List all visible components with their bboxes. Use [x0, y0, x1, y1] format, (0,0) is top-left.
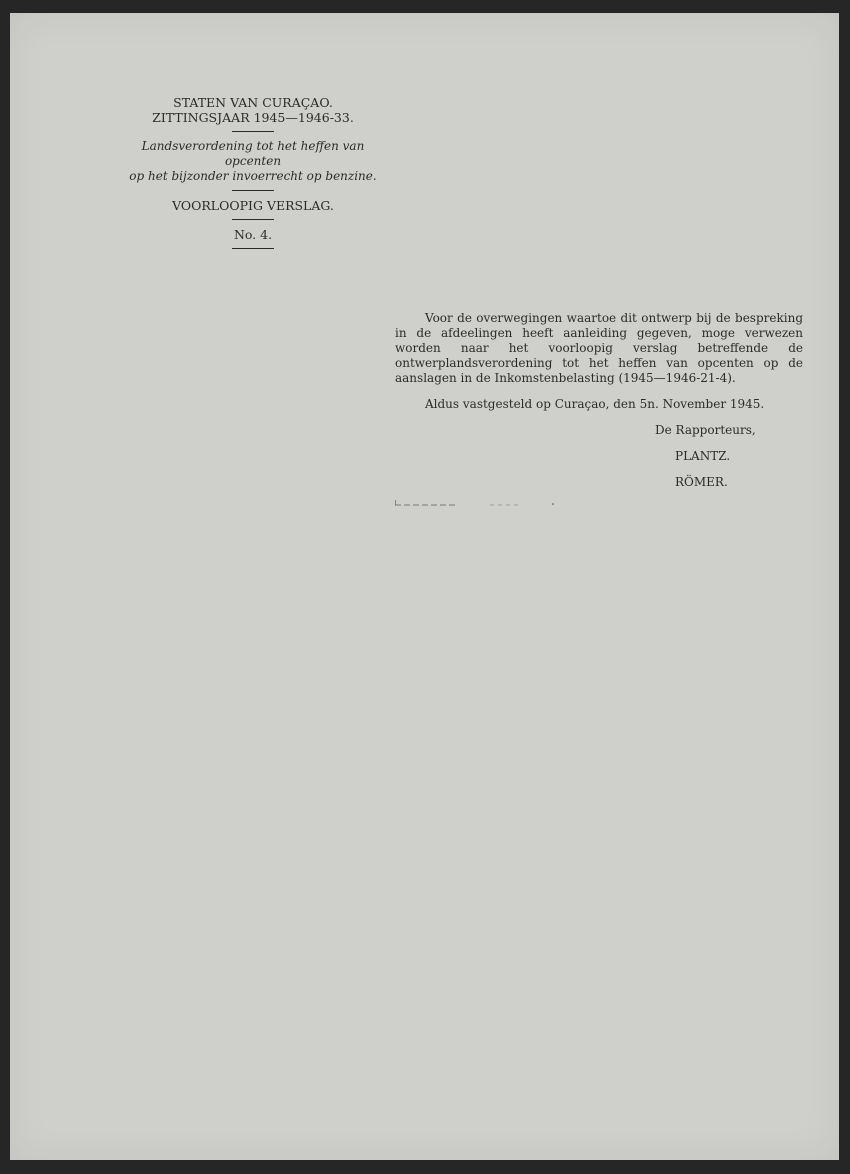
divider	[232, 248, 274, 249]
stray-ink-marks	[395, 500, 555, 506]
signatories-title: De Rapporteurs,	[655, 423, 756, 437]
signatory-name: RÖMER.	[675, 475, 728, 489]
divider	[232, 190, 274, 191]
report-type: VOORLOOPIG VERSLAG.	[172, 198, 334, 213]
document-heading	[128, 95, 378, 256]
subject-line-2: op het bijzonder invoerrecht op benzine.	[129, 169, 377, 183]
divider	[232, 219, 274, 220]
session-year: ZITTINGSJAAR 1945—1946-33.	[152, 110, 354, 125]
subject-line-1: Landsverordening tot het heffen van opcenten	[141, 139, 365, 168]
document-page	[10, 13, 839, 1160]
body-paragraph: Voor de overwegingen waartoe dit ontwerp bij de bespreking in de afdeelingen heeft aanleiding gegeven, moge verwezen worden naar het voorloopig verslag betreffende de ontwerplandsverordening tot het heffen van opcenten op de aanslagen in de Inkomstenbelasting (1945—1946-21-4).	[395, 311, 803, 385]
date-line: Aldus vastgesteld op Curaçao, den 5n. November 1945.	[425, 397, 765, 411]
report-number: No. 4.	[233, 227, 273, 242]
signatory-name: PLANTZ.	[675, 449, 731, 463]
report-body	[395, 311, 803, 490]
assembly-name: STATEN VAN CURAÇAO.	[173, 95, 333, 110]
divider	[232, 131, 274, 132]
